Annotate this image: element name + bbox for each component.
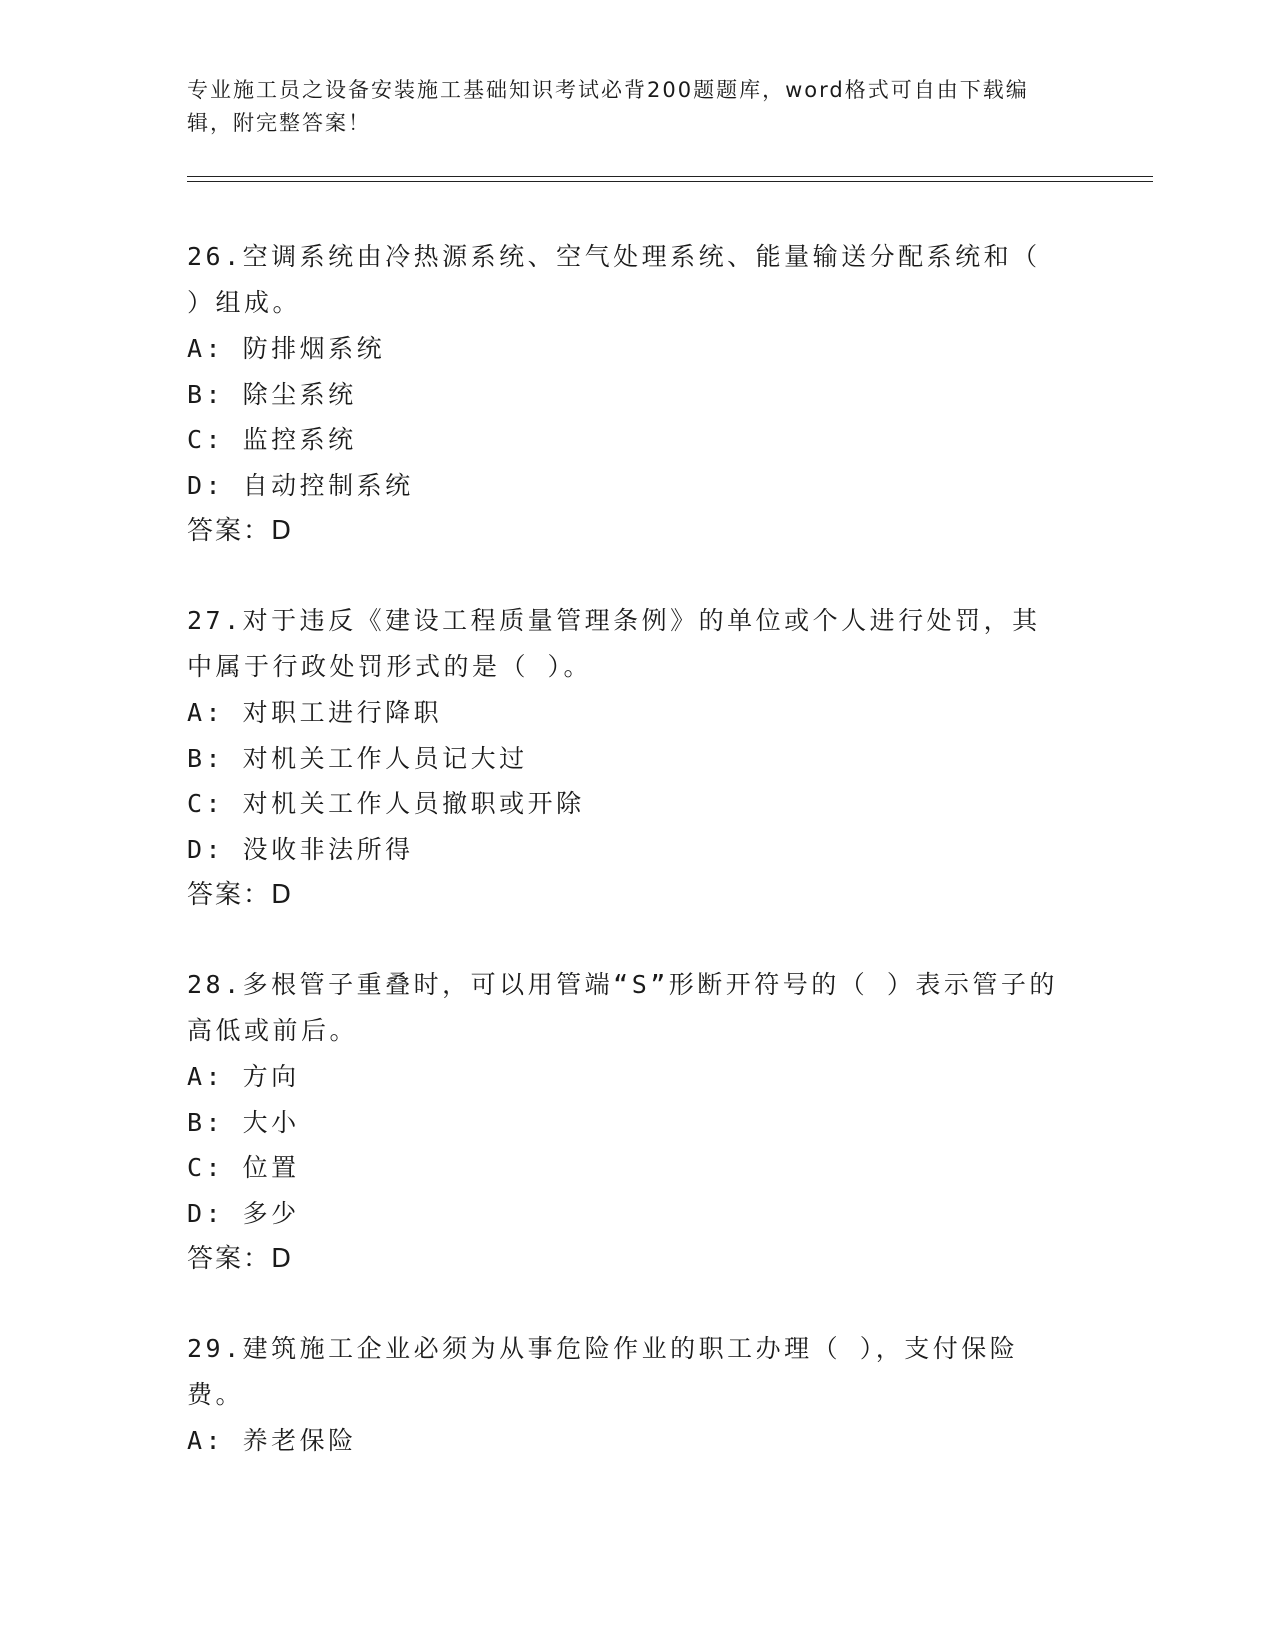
header-divider-top: [187, 176, 1153, 177]
option-a: A: 防排烟系统: [187, 334, 386, 363]
header-divider-bottom: [187, 181, 1153, 182]
question-stem: 28.多根管子重叠时，可以用管端“S”形断开符号的（ ）表示管子的高低或前后。: [187, 970, 1058, 1045]
option-d: D: 多少: [187, 1198, 300, 1228]
answer-line: 答案：D: [187, 880, 294, 910]
option-b: B: 大小: [187, 1107, 300, 1137]
question-stem: 26.空调系统由冷热源系统、空气处理系统、能量输送分配系统和（ ）组成。: [187, 242, 1041, 317]
option-c: C: 位置: [187, 1153, 300, 1182]
question-28: [187, 962, 1067, 1282]
answer-line: 答案：D: [187, 516, 294, 546]
question-27: [187, 598, 1067, 918]
question-stem: 29.建筑施工企业必须为从事危险作业的职工办理（ ），支付保险费。: [187, 1334, 1019, 1409]
answer-line: 答案：D: [187, 1244, 294, 1274]
option-d: D: 自动控制系统: [187, 470, 414, 500]
option-b: B: 除尘系统: [187, 379, 357, 409]
option-c: C: 对机关工作人员撤职或开除: [187, 789, 585, 818]
document-title: 专业施工员之设备安装施工基础知识考试必背200题题库，word格式可自由下载编辑，附完整答案！: [187, 78, 1029, 135]
option-c: C: 监控系统: [187, 425, 357, 454]
question-26: [187, 234, 1067, 554]
question-stem: 27.对于违反《建设工程质量管理条例》的单位或个人进行处罚，其中属于行政处罚形式的是（ ）。: [187, 606, 1041, 681]
option-a: A: 方向: [187, 1062, 300, 1091]
option-a: A: 对职工进行降职: [187, 698, 443, 727]
option-b: B: 对机关工作人员记大过: [187, 743, 528, 773]
option-a: A: 养老保险: [187, 1426, 357, 1455]
option-d: D: 没收非法所得: [187, 834, 414, 864]
document-header: [187, 74, 1067, 140]
question-29: [187, 1326, 1067, 1464]
